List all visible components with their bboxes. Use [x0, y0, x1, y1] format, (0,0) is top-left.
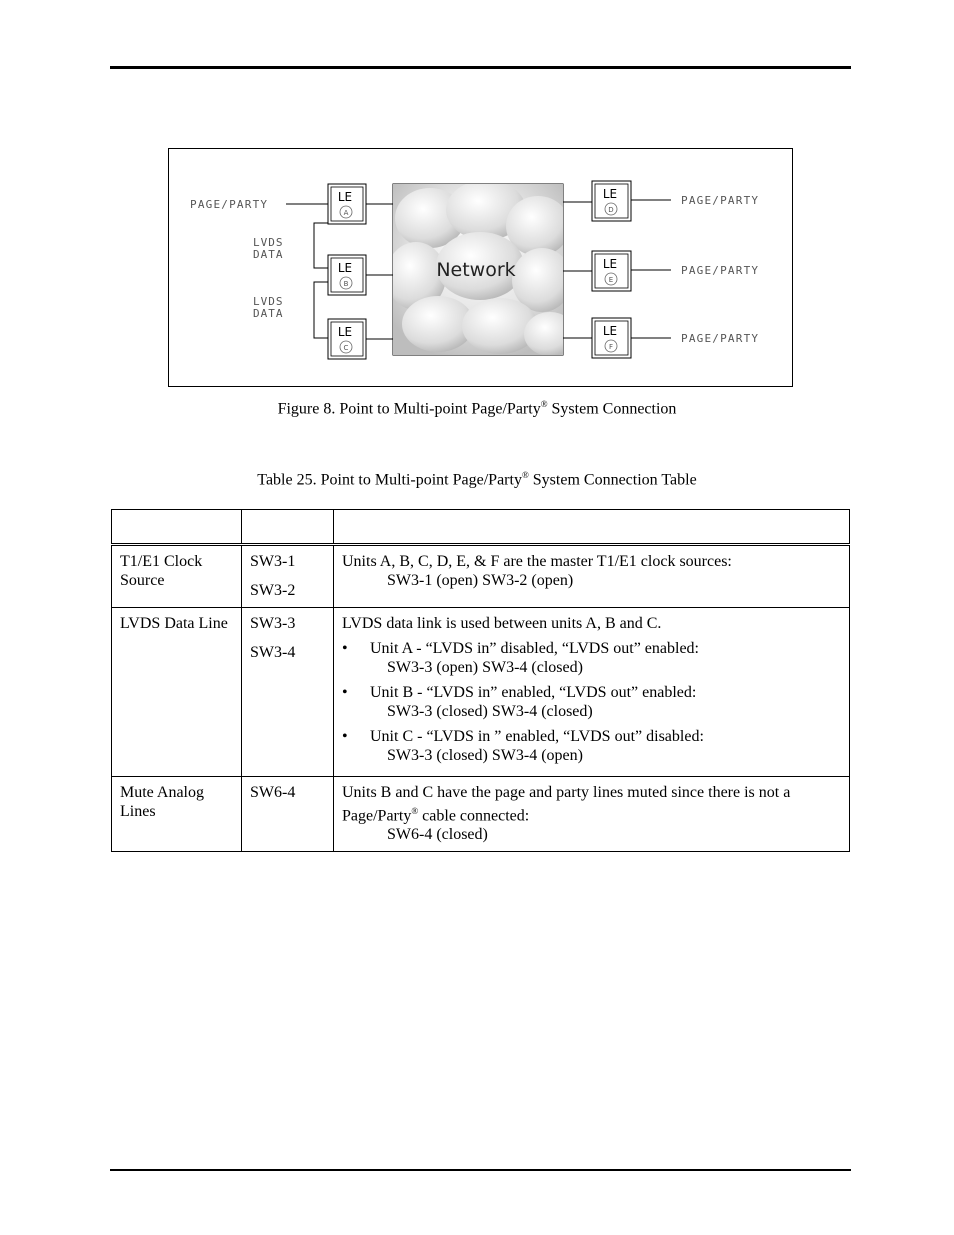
bullet-icon: •	[342, 640, 348, 657]
function-cell: T1/E1 Clock Source	[112, 545, 242, 608]
switch-cell	[242, 608, 334, 777]
svg-text:F: F	[608, 343, 614, 351]
svg-text:LE: LE	[602, 257, 618, 271]
le-unit-b	[328, 255, 366, 295]
right-page-party-label-e: PAGE/PARTY	[681, 264, 760, 277]
description-cell	[334, 545, 850, 608]
switch-cell	[242, 545, 334, 608]
figure-caption: Figure 8. Point to Multi-point Page/Party® System Connection	[277, 399, 677, 418]
function-cell: Mute Analog Lines	[112, 777, 242, 852]
network-cloud	[386, 180, 576, 356]
switch-id: SW3-3	[250, 615, 296, 632]
switch-setting: SW6-4 (closed)	[387, 826, 488, 844]
lvds-label-2-line1: LVDS	[253, 295, 284, 308]
table-header-row	[112, 510, 850, 545]
svg-text:C: C	[343, 344, 349, 352]
description-text: Units A, B, C, D, E, & F are the master T1/E1 clock sources:	[342, 553, 732, 570]
description-text: LVDS data link is used between units A, B and C.	[342, 615, 662, 632]
le-unit-f	[592, 318, 631, 358]
switch-id: SW3-1	[250, 553, 296, 570]
description-text: Units B and C have the page and party lines muted since there is not a Page/Party® cable connected:	[342, 784, 791, 825]
bullet-icon: •	[342, 684, 348, 701]
right-page-party-label-d: PAGE/PARTY	[681, 194, 760, 207]
list-item	[342, 727, 841, 765]
switch-setting: SW3-3 (closed) SW3-4 (open)	[387, 747, 583, 764]
le-unit-d	[592, 181, 631, 221]
svg-text:LE: LE	[602, 187, 618, 201]
svg-text:B: B	[343, 280, 349, 288]
description-cell	[334, 608, 850, 777]
network-label: Network	[436, 259, 516, 281]
svg-text:E: E	[608, 276, 614, 284]
unit-text: Unit C - “LVDS in ” enabled, “LVDS out” disabled:	[370, 728, 704, 745]
le-unit-e	[592, 251, 631, 291]
switch-id: SW3-2	[250, 582, 296, 599]
table-row	[112, 608, 850, 777]
switch-setting: SW3-3 (closed) SW3-4 (closed)	[387, 703, 593, 720]
switch-cell	[242, 777, 334, 852]
table-row	[112, 545, 850, 608]
svg-text:LE: LE	[337, 261, 353, 275]
registered-mark: ®	[521, 470, 529, 480]
left-page-party-label: PAGE/PARTY	[190, 198, 269, 211]
le-unit-a	[328, 184, 366, 224]
lvds-label-2-line2: DATA	[253, 307, 284, 320]
svg-text:A: A	[343, 209, 349, 217]
svg-text:LE: LE	[337, 190, 353, 204]
switch-id: SW6-4	[250, 784, 296, 801]
right-page-party-label-f: PAGE/PARTY	[681, 332, 760, 345]
le-unit-c	[328, 319, 366, 359]
unit-text: Unit A - “LVDS in” disabled, “LVDS out” enabled:	[370, 640, 699, 657]
unit-list	[342, 639, 841, 765]
lvds-label-1-line2: DATA	[253, 248, 284, 261]
footer-rule	[110, 1169, 851, 1171]
header-rule	[110, 66, 851, 69]
header-cell-switch	[242, 510, 334, 545]
function-cell: LVDS Data Line	[112, 608, 242, 777]
registered-mark: ®	[540, 399, 548, 409]
lvds-label-1-line1: LVDS	[253, 236, 284, 249]
system-connection-diagram	[168, 148, 793, 387]
list-item	[342, 683, 841, 721]
table-row	[112, 777, 850, 852]
registered-mark: ®	[411, 806, 419, 816]
unit-text: Unit B - “LVDS in” enabled, “LVDS out” enabled:	[370, 684, 697, 701]
header-cell-description	[334, 510, 850, 545]
switch-setting: SW3-3 (open) SW3-4 (closed)	[387, 659, 583, 676]
svg-text:D: D	[608, 206, 614, 214]
bullet-icon: •	[342, 728, 348, 745]
switch-setting: SW3-1 (open) SW3-2 (open)	[387, 572, 574, 589]
table-caption: Table 25. Point to Multi-point Page/Party® System Connection Table	[257, 470, 697, 489]
header-cell-function	[112, 510, 242, 545]
connection-table	[111, 509, 850, 852]
svg-text:LE: LE	[602, 324, 618, 338]
list-item	[342, 639, 841, 677]
description-cell	[334, 777, 850, 852]
switch-id: SW3-4	[250, 644, 296, 661]
svg-text:LE: LE	[337, 325, 353, 339]
